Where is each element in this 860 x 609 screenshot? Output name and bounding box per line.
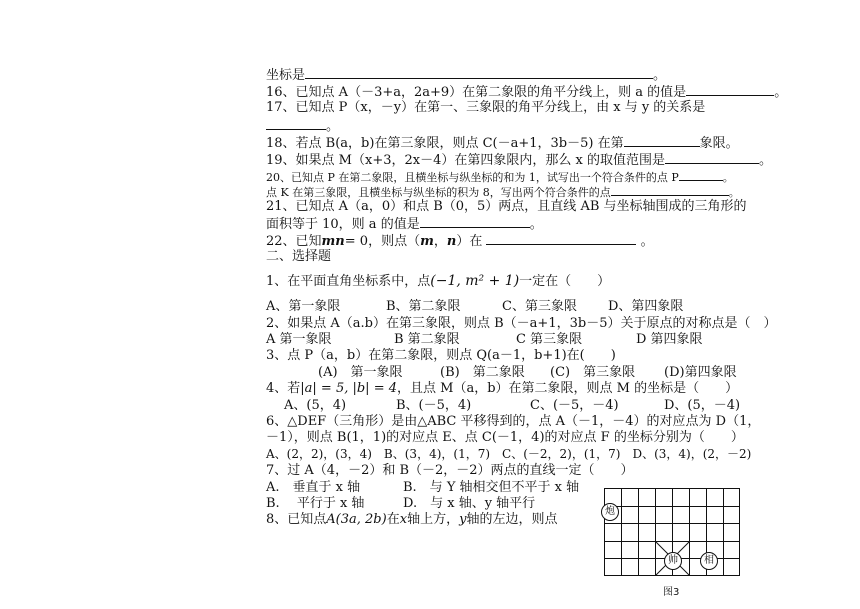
answer-blank[interactable] xyxy=(305,66,653,79)
chess-grid-figure xyxy=(604,488,740,576)
choice-3-option-a[interactable]: (A) 第一象限 xyxy=(318,365,403,380)
choice-2-option-b[interactable]: B 第二象限 xyxy=(394,332,460,347)
choice-8: 8、已知点A(3a, 2b)在x轴上方，y轴的左边，则点 xyxy=(266,512,558,527)
choice-4-option-c[interactable]: C、(－5，－4) xyxy=(530,398,619,413)
choice-1-option-d[interactable]: D、第四象限 xyxy=(608,299,684,314)
question-19: 19、如果点 M（x+3，2x－4）在第四象限内，那么 x 的取值范围是 。 xyxy=(266,153,772,168)
choice-1-option-c[interactable]: C、第三象限 xyxy=(502,299,577,314)
answer-blank[interactable] xyxy=(420,215,530,228)
answer-blank[interactable] xyxy=(486,232,636,245)
question-22: 22、已知mn= 0，则点（m，n）在 。 xyxy=(266,234,654,249)
choice-4-option-d[interactable]: D、(5，－4) xyxy=(664,398,741,413)
choice-1-option-a[interactable]: A、第一象限 xyxy=(266,299,341,314)
choice-1: 1、在平面直角坐标系中，点(−1, m² + 1)一定在（ ） xyxy=(266,273,611,289)
choice-2-option-a[interactable]: A 第一象限 xyxy=(266,332,332,347)
choice-1-option-b[interactable]: B、第二象限 xyxy=(386,299,461,314)
answer-blank[interactable] xyxy=(665,151,759,164)
choice-4-option-b[interactable]: B、(－5，4) xyxy=(396,398,472,413)
question-21-cont: 面积等于 10，则 a 的值是 。 xyxy=(266,217,543,232)
section-heading-choice: 二、选择题 xyxy=(266,249,332,264)
choice-7-option-d[interactable]: D. 与 x 轴、y 轴平行 xyxy=(403,496,536,511)
choice-6-cont: －1），则点 B(1，1)的对应点 E、点 C(－1，4)的对应点 F 的坐标分别为（ ） xyxy=(266,430,744,445)
choice-6-options[interactable]: A、(2，2)，(3，4) B、(3，4)，(1，7) C、(－2，2)，(1，7) D、(3，4)，(2，－2) xyxy=(266,447,752,461)
choice-2-option-c[interactable]: C 第三象限 xyxy=(516,332,583,347)
answer-blank[interactable] xyxy=(266,117,326,130)
choice-3-option-c[interactable]: (C) 第三象限 xyxy=(550,365,636,380)
question-17: 17、已知点 P（x，－y）在第一、三象限的角平分线上，由 x 与 y 的关系是 xyxy=(266,100,706,115)
choice-4-option-a[interactable]: A、(5，4) xyxy=(284,398,347,413)
answer-blank[interactable] xyxy=(624,134,700,147)
choice-3-option-d[interactable]: (D)第四象限 xyxy=(664,365,737,380)
choice-4: 4、若|a| = 5, |b| = 4，且点 M（a，b）在第二象限，则点 M 的坐标是（ ） xyxy=(266,381,739,396)
answer-blank[interactable] xyxy=(611,183,729,196)
choice-7-option-c[interactable]: B. 平行于 x 轴 xyxy=(266,496,365,511)
choice-7-option-a[interactable]: A. 垂直于 x 轴 xyxy=(266,480,361,495)
piece-elephant: 相 xyxy=(700,552,718,570)
question-17-cont: 。 xyxy=(266,117,339,135)
question-16: 16、已知点 A（－3+a，2a+9）在第二象限的角平分线上，则 a 的值是 。 xyxy=(266,85,788,100)
question-20: 20、已知点 P 在第二象限，且横坐标与纵坐标的和为 1，试写出一个符合条件的点 P 。 xyxy=(266,168,734,186)
answer-blank[interactable] xyxy=(679,168,723,181)
choice-7: 7、过 A（4，－2）和 B（－2，－2）两点的直线一定（ ） xyxy=(266,463,634,478)
piece-marshal: 帅 xyxy=(664,552,682,570)
piece-cannon: 炮 xyxy=(601,503,619,521)
choice-2-option-d[interactable]: D 第四象限 xyxy=(636,332,703,347)
question-20-cont: 点 K 在第三象限，且横坐标与纵坐标的积为 8，写出两个符合条件的点 。 xyxy=(266,183,740,201)
question-18: 18、若点 B(a，b)在第三象限，则点 C(－a+1，3b－5) 在第 象限。 xyxy=(266,136,739,151)
figure-caption: 图3 xyxy=(663,587,680,598)
question-21: 21、已知点 A（a，0）和点 B（0，5）两点，且直线 AB 与坐标轴围成的三角形的 xyxy=(266,199,747,214)
choice-3-option-b[interactable]: (B) 第二象限 xyxy=(440,365,525,380)
choice-3: 3、点 P（a，b）在第二象限，则点 Q(a－1，b+1)在( ) xyxy=(266,348,616,363)
choice-2: 2、如果点 A（a.b）在第三象限，则点 B（－a+1，3b－5）关于原点的对称点是（ ） xyxy=(266,316,777,331)
line-coordinate-continuation: 坐标是 。 xyxy=(266,68,667,83)
answer-blank[interactable] xyxy=(686,83,774,96)
choice-6: 6、△DEF（三角形）是由△ABC 平移得到的，点 A（－1，－4）的对应点为 D（1， xyxy=(266,414,761,429)
choice-7-option-b[interactable]: B. 与 Y 轴相交但不平于 x 轴 xyxy=(403,480,580,495)
